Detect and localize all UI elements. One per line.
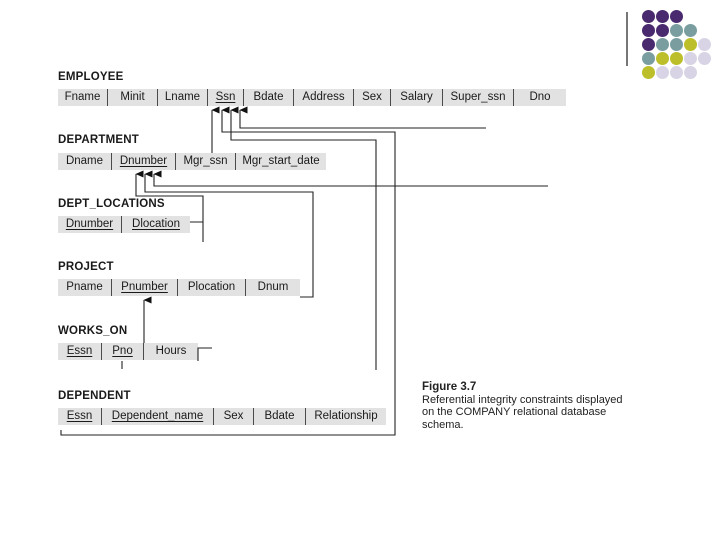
caption-line-3: schema. <box>422 418 464 431</box>
ref-works-on-essn-to-ssn <box>231 110 376 370</box>
decor-dot <box>656 66 669 79</box>
employee-attr-dno: Dno <box>529 91 551 103</box>
works-on-attr-pno: Pno <box>102 343 144 360</box>
project-attr-dnum: Dnum <box>257 281 289 293</box>
decor-dot <box>642 66 655 79</box>
employee-attr-fname: Fname <box>58 89 108 106</box>
decor-dot <box>684 24 697 37</box>
ref-dnum-to-dnumber <box>145 174 313 297</box>
department-title: DEPARTMENT <box>58 134 140 146</box>
decor-vertical-bar <box>626 12 628 66</box>
employee-attr-ssn: Ssn <box>208 89 244 106</box>
figure-caption <box>422 381 652 431</box>
dependent-title: DEPENDENT <box>58 390 131 402</box>
decor-dot <box>670 52 683 65</box>
decor-dot <box>642 10 655 23</box>
department-attr-dnumber: Dnumber <box>112 153 176 170</box>
dept-locations-attr-dlocation: Dlocation <box>132 218 180 230</box>
employee-attr-address: Address <box>294 89 354 106</box>
dependent-attr-bdate: Bdate <box>254 408 306 425</box>
dept-locations-title: DEPT_LOCATIONS <box>58 198 165 210</box>
dependent-attr-sex: Sex <box>214 408 254 425</box>
ref-hours-connector <box>198 348 212 361</box>
decor-dot <box>684 52 697 65</box>
ref-dependent-essn-to-ssn <box>61 110 395 435</box>
project-title: PROJECT <box>58 261 114 273</box>
caption-line-2: on the COMPANY relational database <box>422 406 607 418</box>
decor-dot <box>684 38 697 51</box>
project-attr-pname: Pname <box>58 279 112 296</box>
dependent-attr-essn: Essn <box>58 408 102 425</box>
decor-dot <box>656 24 669 37</box>
works-on-title: WORKS_ON <box>58 325 128 337</box>
department-attr-dname: Dname <box>58 153 112 170</box>
decor-dot <box>698 38 711 51</box>
employee-title: EMPLOYEE <box>58 71 124 83</box>
employee-attr-salary: Salary <box>391 89 443 106</box>
decor-dot <box>670 24 683 37</box>
employee-attr-minit: Minit <box>108 89 158 106</box>
ref-dno-to-dnumber <box>154 174 548 186</box>
project-attr-pnumber: Pnumber <box>112 279 178 296</box>
decor-dot <box>698 52 711 65</box>
decor-dot <box>642 52 655 65</box>
decor-dot <box>656 10 669 23</box>
decor-dot <box>670 10 683 23</box>
decor-dot <box>642 38 655 51</box>
employee-attr-lname: Lname <box>158 89 208 106</box>
employee-attr-bdate: Bdate <box>244 89 294 106</box>
ref-super-ssn-to-ssn <box>240 110 486 128</box>
works-on-attr-hours: Hours <box>155 345 187 357</box>
dependent-attr-dependent-name: Dependent_name <box>102 408 214 425</box>
department-attr-mgr-start-date: Mgr_start_date <box>242 155 320 167</box>
decor-dot <box>670 66 683 79</box>
decor-dot <box>642 24 655 37</box>
department-attr-mgr-ssn: Mgr_ssn <box>176 153 236 170</box>
project-attr-plocation: Plocation <box>178 279 246 296</box>
decor-dot <box>656 38 669 51</box>
employee-attr-super-ssn: Super_ssn <box>443 89 514 106</box>
employee-attr-sex: Sex <box>354 89 391 106</box>
ref-dept-loc-to-dnumber <box>136 174 203 242</box>
dependent-attr-relationship: Relationship <box>314 410 378 422</box>
decor-dot <box>670 38 683 51</box>
dept-locations-attr-dnumber: Dnumber <box>58 216 122 233</box>
figure-number: Figure 3.7 <box>422 381 477 393</box>
works-on-attr-essn: Essn <box>58 343 102 360</box>
decor-dot <box>684 66 697 79</box>
caption-line-1: Referential integrity constraints displayed <box>422 393 623 406</box>
decor-dot <box>656 52 669 65</box>
